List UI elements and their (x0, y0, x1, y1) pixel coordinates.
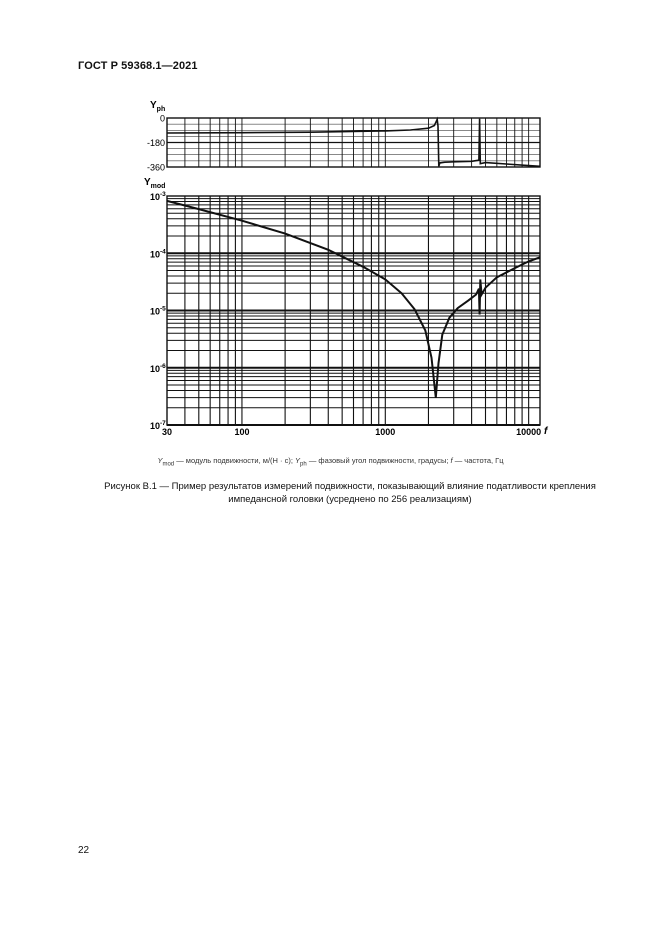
modulus-grid (167, 196, 540, 425)
phase-ylabel: $Y_{ph}$ (150, 100, 166, 113)
page-number: 22 (78, 845, 90, 856)
modulus-x-tick-label: 100 (234, 427, 250, 437)
phase-y-tick-label: -180 (146, 138, 165, 148)
modulus-y-tick-labels (150, 191, 166, 431)
phase-y-tick-labels (147, 114, 165, 173)
modulus-x-tick-labels (162, 427, 541, 437)
modulus-x-tick-label: 30 (161, 427, 173, 437)
modulus-x-tick-label: 10000 (516, 427, 542, 437)
modulus-y-tick-label: $10^{-5}$ (150, 305, 166, 317)
modulus-chart (144, 177, 549, 437)
figure-caption (70, 480, 630, 506)
figure-legend: $Y_{mod}$ — модуль подвижности, м/(Н · с); $Y_{ph}$ — фазовый угол подвижности, градусы; f — частота, Гц (157, 456, 504, 468)
modulus-y-tick-label: $10^{-6}$ (150, 362, 166, 374)
phase-grid (167, 118, 540, 167)
caption-line-2: импедансной головки (усреднено по 256 реализациям) (228, 494, 472, 505)
modulus-xlabel: f (544, 426, 548, 437)
modulus-ylabel: $Y_{mod}$ (144, 177, 166, 190)
caption-line-1: Рисунок В.1 — Пример результатов измерений подвижности, показывающий влияние податливости крепления (104, 481, 596, 492)
phase-y-tick-label: 0 (159, 113, 165, 124)
phase-chart (147, 100, 540, 173)
modulus-y-tick-label: $10^{-7}$ (150, 420, 166, 431)
modulus-y-tick-label: $10^{-3}$ (150, 191, 166, 202)
phase-y-tick-label: -360 (146, 162, 165, 173)
modulus-y-tick-label: $10^{-4}$ (150, 248, 166, 260)
standard-header: ГОСТ Р 59368.1—2021 (78, 60, 198, 72)
modulus-x-tick-label: 1000 (375, 427, 396, 437)
